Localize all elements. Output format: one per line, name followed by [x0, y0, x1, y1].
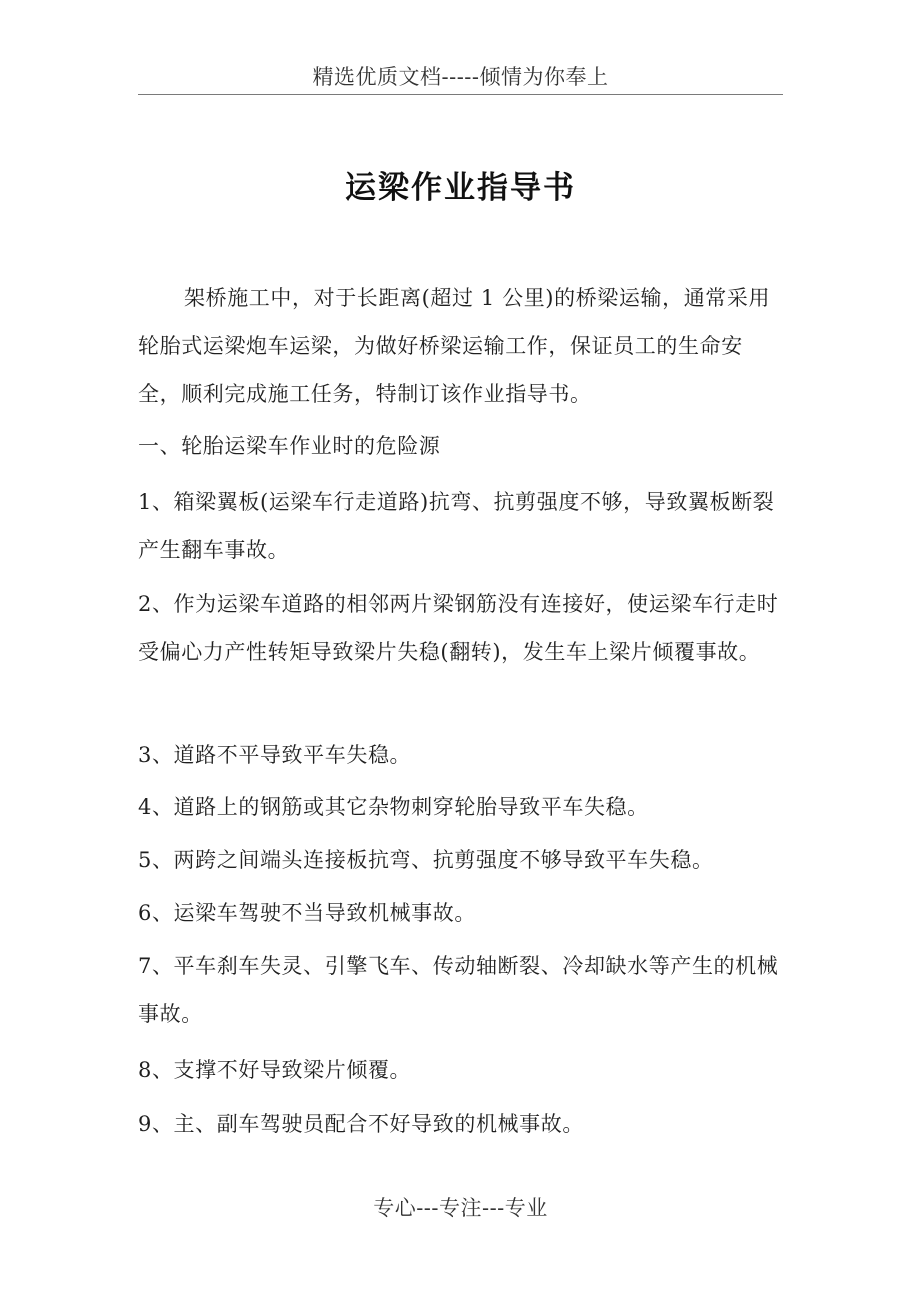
list-item: 4、道路上的钢筋或其它杂物刺穿轮胎导致平车失稳。: [138, 795, 649, 819]
section-heading: 一、轮胎运梁车作业时的危险源: [138, 434, 441, 458]
document-title: 运梁作业指导书: [345, 170, 576, 206]
list-item: 6、运梁车驾驶不当导致机械事故。: [138, 901, 476, 925]
list-item: 8、支撑不好导致梁片倾覆。: [138, 1058, 412, 1082]
list-item: 1、箱梁翼板(运梁车行走道路)抗弯、抗剪强度不够，导致翼板断裂产生翻车事故。: [138, 490, 775, 562]
list-item: 2、作为运梁车道路的相邻两片梁钢筋没有连接好，使运梁车行走时受偏心力产性转矩导致梁片失稳(翻转)，发生车上梁片倾覆事故。: [138, 592, 779, 664]
page-footer: 专心---专注---专业: [373, 1196, 548, 1220]
list-item: 7、平车刹车失灵、引擎飞车、传动轴断裂、冷却缺水等产生的机械事故。: [138, 954, 779, 1026]
list-item: 9、主、副车驾驶员配合不好导致的机械事故。: [138, 1112, 584, 1136]
header-divider: [138, 94, 783, 95]
intro-paragraph: 架桥施工中，对于长距离(超过 1 公里)的桥梁运输，通常采用轮胎式运梁炮车运梁，为做好桥梁运输工作，保证员工的生命安全，顺利完成施工任务，特制订该作业指导书。: [138, 286, 771, 406]
page-header: 精选优质文档-----倾情为你奉上: [312, 65, 609, 89]
list-item: 3、道路不平导致平车失稳。: [138, 743, 412, 767]
list-item: 5、两跨之间端头连接板抗弯、抗剪强度不够导致平车失稳。: [138, 848, 714, 872]
